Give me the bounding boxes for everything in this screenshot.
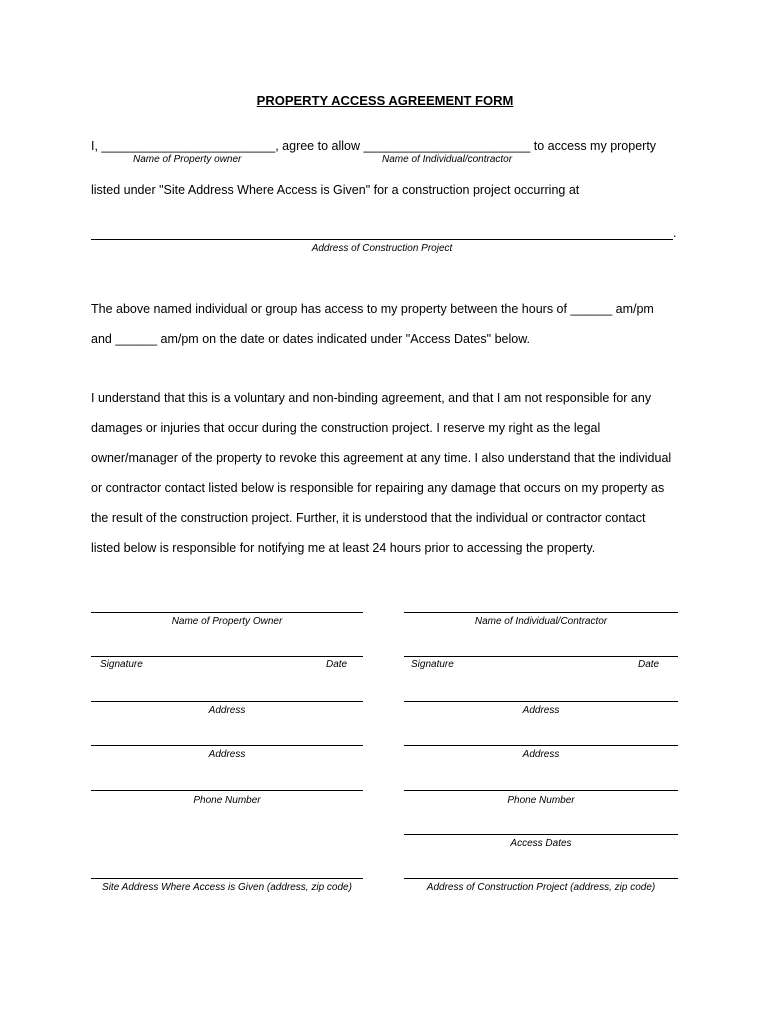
- contractor-signature-field[interactable]: [404, 656, 678, 657]
- contractor-phone-field[interactable]: [404, 790, 678, 791]
- paragraph-line: listed below is responsible for notifying me at least 24 hours prior to accessing the property.: [91, 541, 596, 555]
- project-address-zip-field[interactable]: [404, 878, 678, 879]
- owner-name-caption: Name of Property Owner: [171, 616, 283, 627]
- paragraph-line: the result of the construction project. Further, it is understood that the individual or contractor contact: [91, 511, 646, 525]
- contractor-address-caption-1: Address: [522, 705, 560, 716]
- contractor-name-field[interactable]: [404, 612, 678, 613]
- owner-date-caption: Date: [326, 659, 348, 670]
- contractor-signature-caption: Signature: [411, 659, 454, 670]
- site-address-caption: Site Address Where Access is Given (address, zip code): [102, 882, 352, 893]
- owner-address-field-2[interactable]: [91, 745, 363, 746]
- contractor-address-field-1[interactable]: [404, 701, 678, 702]
- caption-property-owner: Name of Property owner: [133, 154, 242, 165]
- owner-signature-field[interactable]: [91, 656, 363, 657]
- agreement-line-2: listed under "Site Address Where Access is Given" for a construction project occurring at: [91, 183, 580, 197]
- project-address-zip-caption: Address of Construction Project (address, zip code): [426, 882, 656, 893]
- paragraph-line: owner/manager of the property to revoke this agreement at any time. I also understand that the individual: [91, 451, 672, 465]
- paragraph-line: I understand that this is a voluntary and non-binding agreement, and that I am not responsible for any: [91, 391, 652, 405]
- paragraph-line: or contractor contact listed below is responsible for repairing any damage that occurs on my property as: [91, 481, 665, 495]
- access-dates-caption: Access Dates: [510, 838, 572, 849]
- caption-contractor: Name of Individual/contractor: [382, 154, 513, 165]
- owner-phone-caption: Phone Number: [193, 795, 261, 806]
- access-dates-field[interactable]: [404, 834, 678, 835]
- project-address-field[interactable]: [91, 239, 673, 240]
- contractor-address-caption-2: Address: [522, 749, 560, 760]
- owner-signature-caption: Signature: [100, 659, 143, 670]
- contractor-phone-caption: Phone Number: [507, 795, 575, 806]
- paragraph-line: damages or injuries that occur during the construction project. I reserve my right as the legal: [91, 421, 601, 435]
- owner-phone-field[interactable]: [91, 790, 363, 791]
- owner-address-caption-1: Address: [208, 705, 246, 716]
- site-address-field[interactable]: [91, 878, 363, 879]
- hours-line-1: The above named individual or group has access to my property between the hours of ______ am/pm: [91, 302, 654, 316]
- owner-address-field-1[interactable]: [91, 701, 363, 702]
- address-period: .: [673, 226, 677, 240]
- contractor-date-caption: Date: [638, 659, 660, 670]
- agreement-line-1: I, _________________________, agree to allow ________________________ to access my property: [91, 139, 657, 153]
- caption-project-address: Address of Construction Project: [311, 243, 453, 254]
- owner-name-field[interactable]: [91, 612, 363, 613]
- contractor-address-field-2[interactable]: [404, 745, 678, 746]
- form-title: PROPERTY ACCESS AGREEMENT FORM: [256, 93, 514, 108]
- hours-line-2: and ______ am/pm on the date or dates indicated under "Access Dates" below.: [91, 332, 531, 346]
- owner-address-caption-2: Address: [208, 749, 246, 760]
- contractor-name-caption: Name of Individual/Contractor: [474, 616, 608, 627]
